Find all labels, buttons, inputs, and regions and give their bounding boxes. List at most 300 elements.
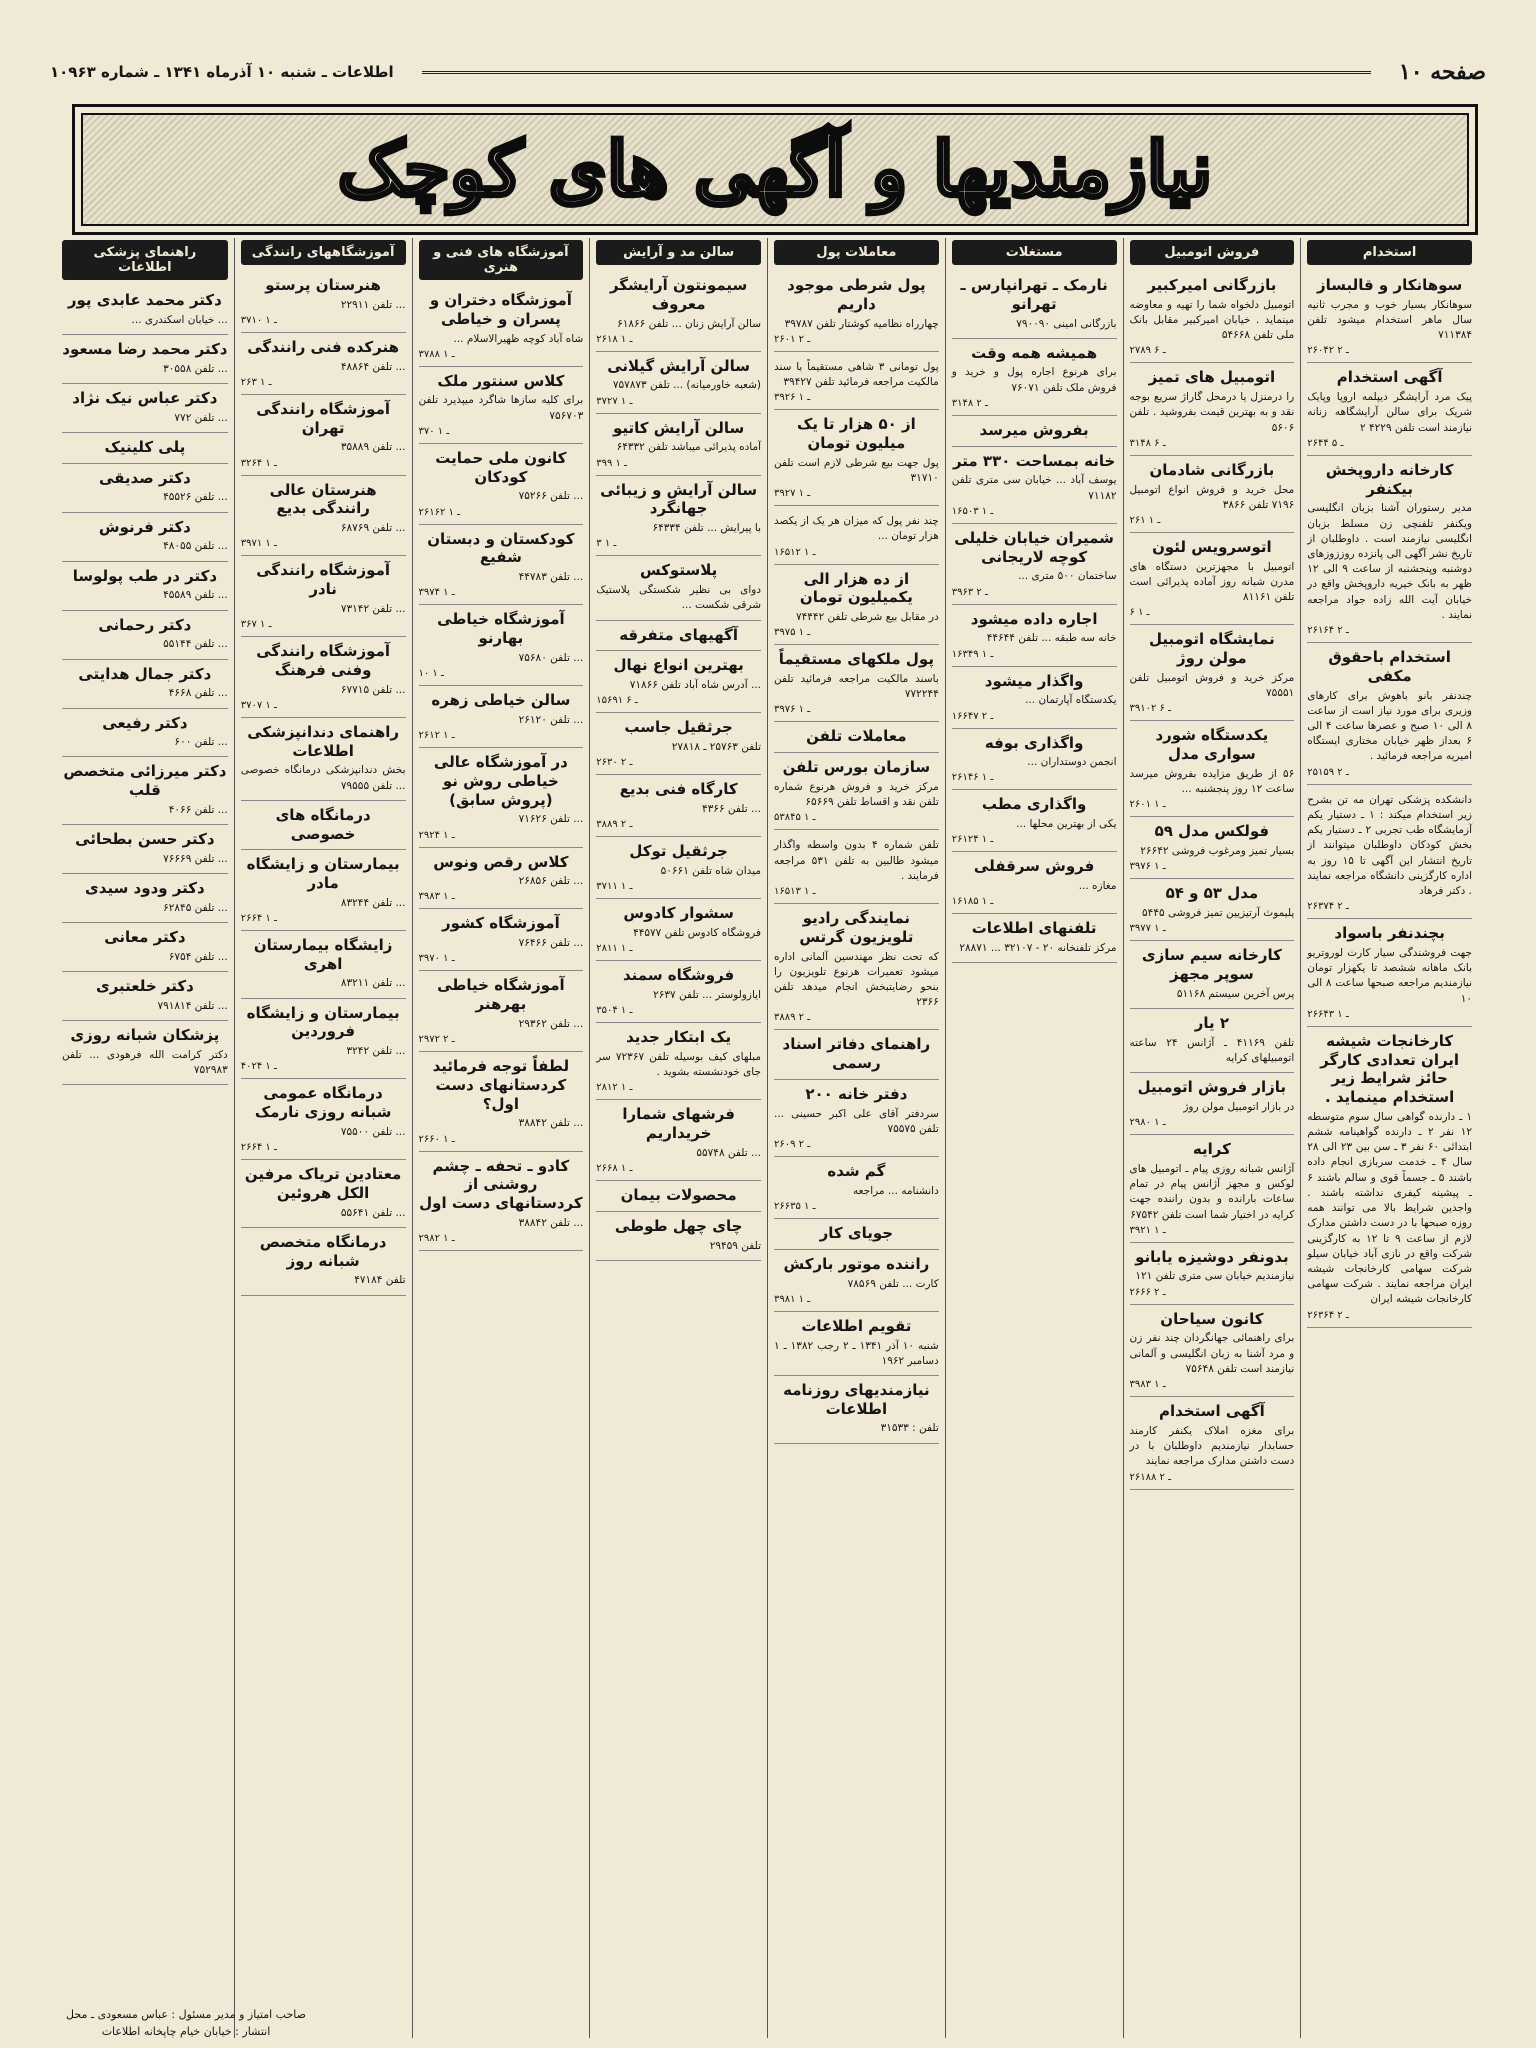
ad-title: کارخانجات شیشه ایران تعدادی کارگر حائز شرایط زیر استخدام مینماید . <box>1320 1031 1460 1107</box>
ad-title: بهترین انواع نهال <box>613 656 744 675</box>
ad-body: ... تلفن ۲۹۳۶۲ <box>518 1017 584 1030</box>
ad-title: دکتر عباس نیک نژاد <box>72 388 218 407</box>
classified-ad <box>774 1157 939 1219</box>
ad-title: نارمک ـ تهرانپارس ـ تهرانو <box>960 276 1108 313</box>
classified-ad <box>241 1228 406 1296</box>
ad-title: راهنمای دفاتر اسناد رسمی <box>782 1035 931 1073</box>
ad-body: (شعبه خاورمیانه) ... تلفن ۷۵۷۸۷۳ <box>612 379 761 392</box>
ad-body: ۱ ـ دارنده گواهی سال سوم متوسطه ۱۲ نفر ۲ ـ دارنده گواهینامه ششم ابتدائی ۶۰ نفر ۳ ـ سن بین ۲۳ الی ۲۸ سال ۴ ـ خدمت سربازی انجام داده باشند ۵ ـ جسماً قوی و سالم باشند ۶ ـ پیشینه کیفری نداشته باشند . واجدین شرایط بالا می توانند همه روزه صبحها با در دست داشتن مدارک لازم از ساعت ۹ تا ۱۲ به کارگزینی شرکت واقع در نازی آباد خیابان سیلو شرکت سهامی کارخانجات شیشه ایران مراجعه نمایند . شرکت سهامی کارخانجات شیشه ایران <box>1307 1110 1473 1306</box>
ad-number: ۲۶۱۲۴ ـ ۱ <box>951 834 994 846</box>
classified-ad <box>241 850 406 931</box>
ad-body: مبلهای کیف بوسیله تلفن ۷۲۳۶۷ سر جای خودنشسته بشوید . <box>596 1050 761 1079</box>
ad-title: کارگاه فنی بدیع <box>619 780 738 799</box>
ad-title: دکتر محمد رضا مسعود <box>62 339 228 358</box>
ad-body: تلفن ۲۹۴۵۹ <box>709 1239 761 1252</box>
classified-ad <box>1130 363 1295 455</box>
classified-ad <box>1130 1073 1295 1135</box>
classified-ad <box>1130 817 1295 879</box>
classified-ad <box>1307 456 1472 643</box>
classified-ad <box>1130 941 1295 1009</box>
ad-title: فولکس مدل ۵۹ <box>1154 822 1270 841</box>
column-heading: آموزشگاههای رانندگی <box>241 240 406 265</box>
ad-title: آموزشگاه کشور <box>442 914 560 933</box>
ad-column <box>234 238 412 2038</box>
ad-title: از ده هزار الی یکمیلیون تومان <box>799 569 913 607</box>
ad-body: ... تلفن ۴۵۵۸۹ <box>163 589 228 602</box>
classified-ad <box>419 367 584 444</box>
ad-title: دکتر خلعتبری <box>95 977 194 996</box>
ad-body: یوسف آباد ... خیابان سی متری تلفن ۷۱۱۸۲ <box>951 474 1117 502</box>
ad-number: ۲۶۳۰ ـ ۲ <box>596 757 633 769</box>
ad-number: ۳۲۶۴ ـ ۱ <box>240 457 277 469</box>
classified-ad <box>241 1160 406 1228</box>
ad-body: چهارراه نظامیه کوشتار تلفن ۳۹۷۸۷ <box>784 317 939 330</box>
ad-number: ۳۹۷۶ ـ ۱ <box>774 704 811 716</box>
ad-title: شمیران خیابان خلیلی کوچه لاریجانی <box>954 528 1114 566</box>
ad-title: واگذاری مطب <box>981 795 1087 814</box>
ad-title: از ۵۰ هزار تا یک میلیون تومان <box>797 415 916 452</box>
ad-title: دکتر ودود سیدی <box>85 879 205 898</box>
classified-ad <box>62 335 228 384</box>
ad-title: راننده موتور بارکش <box>783 1254 930 1273</box>
ad-title: دکتر فرنوش <box>98 517 191 536</box>
ad-title: نیازمندیهای روزنامه اطلاعات <box>783 1380 930 1418</box>
classified-ad <box>419 971 584 1052</box>
column-heading: فروش اتومبیل <box>1130 240 1295 265</box>
classified-ad <box>241 556 406 637</box>
ad-title: دکتر معانی <box>104 928 186 947</box>
classified-ad <box>596 621 761 652</box>
classified-ad <box>952 339 1117 416</box>
ad-body: بازرگانی امینی ۷۹۰۰۹۰ <box>1016 317 1117 330</box>
ad-number: ۲۷۸۹ ـ ۶ <box>1129 345 1166 357</box>
ad-title: سازمان بورس تلفن <box>782 758 931 777</box>
classified-ad <box>419 909 584 971</box>
footer-imprint: صاحب امتیاز و مدیر مسئول : عباس مسعودی ـ محل انتشار : خیابان خیام چاپخانه اطلاعات <box>66 2008 306 2038</box>
ad-body: ... تلفن ۶۷۵۴ <box>168 950 228 963</box>
classified-ad <box>952 605 1117 667</box>
ad-number: ۲۶۶۰ ـ ۱ <box>418 1133 455 1145</box>
ad-body: ... تلفن ۴۸۸۶۴ <box>340 360 406 373</box>
ad-body: ساختمان ۵۰۰ متری ... <box>1018 570 1117 583</box>
ad-body: انجمن دوستداران ... <box>1027 756 1117 769</box>
ad-body: ... تلفن ۴۳۶۶ <box>702 803 761 815</box>
ad-body: اتومبیل دلخواه شما را تهیه و معاوضه مینماید . خیابان امیرکبیر مقابل بانک ملی تلفن ۵۴۶۶۸ <box>1129 298 1295 342</box>
ad-body: سالن آرایش زنان ... تلفن ۶۱۸۶۶ <box>617 317 761 330</box>
classified-ad <box>62 923 228 972</box>
classified-ad <box>419 848 584 910</box>
ad-title: سالن آرایش کاتیو <box>613 418 745 437</box>
classified-ad <box>596 476 761 557</box>
ad-body: ... تلفن ۷۳۱۴۲ <box>340 602 406 615</box>
ad-body: پول جهت بیع شرطی لازم است تلفن ۳۱۷۱۰ <box>774 456 939 484</box>
ad-title: ۲ یار <box>1194 1013 1230 1032</box>
classified-ad <box>1130 721 1295 817</box>
classified-ad <box>952 524 1117 605</box>
ad-number: ۲۸۱۲ ـ ۱ <box>596 1082 633 1094</box>
header-rule <box>422 71 1371 74</box>
classified-ad <box>596 1023 761 1100</box>
ad-column <box>1300 238 1478 2038</box>
ad-body: پول تومانی ۳ شاهی مستقیماً با سند مالکیت مراجعه فرمائید تلفن ۳۹۴۲۷ <box>774 360 939 388</box>
ad-column <box>412 238 590 2038</box>
classified-ad <box>62 757 228 825</box>
banner-title: نیازمندیها و آگهی های کوچک <box>337 126 1213 213</box>
ad-title: بچندنفر باسواد <box>1334 924 1445 943</box>
classified-ad <box>952 416 1117 447</box>
classified-ad <box>596 556 761 620</box>
ad-title: استخدام باحقوق مکفی <box>1328 648 1451 685</box>
ad-title: دکتر صدیقی <box>98 468 191 487</box>
ad-body: ... تلفن ۷۷۲ <box>174 411 228 424</box>
ad-number: ۲۶۱۶۴ ـ ۲ <box>1307 625 1349 637</box>
classified-ad <box>419 686 584 748</box>
ad-title: درمانگاه متخصص شبانه روز <box>259 1232 387 1270</box>
ad-title: پول شرطی موجود داریم <box>787 276 926 313</box>
ad-columns <box>56 238 1478 2038</box>
ad-title: آموزشگاه رانندگی نادر <box>256 561 390 599</box>
ad-number: ۲۶۱۸۸ ـ ۲ <box>1129 1471 1172 1483</box>
ad-body: نیازمندیم خیابان سی متری تلفن ۱۲۱ <box>1135 1270 1295 1283</box>
classified-ad <box>774 352 939 410</box>
classified-ad <box>62 972 228 1021</box>
ad-number: ۳۹۸۳ ـ ۱ <box>418 891 455 903</box>
ad-number: ۳۷۱۰ ـ ۱ <box>240 314 277 326</box>
ad-body: مرکز خرید و فروش هرنوع شماره تلفن نقد و اقساط تلفن ۶۵۶۶۹ <box>774 780 939 809</box>
ad-title: نمایندگی رادیو تلویزیون گرتس <box>799 909 914 946</box>
ad-number: ۱۶۵۱۳ ـ ۱ <box>774 886 816 898</box>
ad-body: ... تلفن ۷۶۶۶۹ <box>163 852 228 865</box>
classified-ad <box>952 790 1117 852</box>
classified-ad <box>774 271 939 352</box>
ad-number: ۳۹۷۱ ـ ۱ <box>240 538 277 550</box>
ad-title: هنرستان پرستو <box>265 276 381 294</box>
ad-body: شنبه ۱۰ آذر ۱۳۴۱ ـ ۲ رجب ۱۳۸۲ ـ ۱ دسامبر ۱۹۶۲ <box>774 1339 939 1367</box>
ad-number: ۲۸۱۱ ـ ۱ <box>596 943 633 955</box>
ad-title: کانون سیاحان <box>1160 1309 1264 1328</box>
ad-title: کرایه <box>1192 1140 1231 1159</box>
ad-body: ... تلفن ۵۵۶۴۱ <box>340 1206 406 1219</box>
ad-body: مغازه ... <box>1078 880 1117 893</box>
ad-title: کارخانه سیم سازی سوپر مجهز <box>1141 946 1282 983</box>
ad-body: ... تلفن ۴۸۰۵۵ <box>163 540 228 553</box>
ad-title: زایشگاه بیمارستان اهری <box>253 935 393 973</box>
classified-ad <box>241 476 406 557</box>
ad-number: ۳۷۱۱ ـ ۱ <box>596 881 633 893</box>
classified-ad <box>774 904 939 1030</box>
ad-column <box>767 238 945 2038</box>
ad-body: آماده پذیرائی میباشد تلفن ۶۴۳۳۲ <box>616 441 761 454</box>
ad-number: ۳۹۲۱ ـ ۱ <box>1129 1224 1166 1236</box>
classified-ad <box>62 384 228 433</box>
classified-ad <box>241 637 406 718</box>
classified-ad <box>774 830 939 904</box>
ad-title: بازرگانی امیرکبیر <box>1147 276 1277 294</box>
ad-column <box>1123 238 1301 2038</box>
ad-title: پلاستوکس <box>640 561 718 580</box>
ad-number: ۲۶۶۴ ـ ۱ <box>240 1142 277 1154</box>
classified-ad <box>1130 1135 1295 1243</box>
ad-number: ۳۹۷۴ ـ ۱ <box>418 587 455 599</box>
ad-title: اتومبیل های تمیز <box>1148 368 1276 387</box>
ad-title: هنرکده فنی رانندگی <box>247 337 399 356</box>
classified-ad <box>952 729 1117 791</box>
classified-ad <box>1307 919 1472 1027</box>
column-heading: معاملات پول <box>774 240 939 265</box>
classified-ad <box>241 271 406 333</box>
classified-ad <box>241 999 406 1080</box>
ad-body: تلفن : ۳۱۵۳۳ <box>880 1422 939 1435</box>
classified-ad <box>1130 456 1295 533</box>
ad-number: ۳۹۷۶ ـ ۱ <box>1129 861 1166 873</box>
ad-title: چای چهل طوطی <box>614 1216 743 1235</box>
ad-number: ۳۵۰۴ ـ ۱ <box>596 1005 633 1017</box>
classified-ad <box>241 1079 406 1160</box>
ad-body: ... تلفن ۶۸۷۶۹ <box>340 522 406 535</box>
classified-ad <box>774 753 939 830</box>
ad-title: کودکستان و دبستان شفیع <box>427 529 575 567</box>
ad-body: بسیار تمیز ومرغوب فروشی ۲۶۶۴۲ <box>1140 845 1295 858</box>
ad-body: در مقابل بیع شرطی تلفن ۷۴۴۴۲ <box>796 611 939 624</box>
ad-title: دکتر رفیعی <box>102 713 188 732</box>
ad-number: ۲۶۶۴ ـ ۱ <box>240 912 277 924</box>
ad-body: مرکز تلفنخانه ۲۰ - ۳۲۱۰۷ ... ۲۸۸۷۱ <box>959 942 1117 955</box>
ad-body: پلیموث آرتیزیین تمیز فروشی ۵۴۴۵ <box>1142 907 1295 919</box>
classified-ad <box>1130 1305 1295 1397</box>
ad-body: دانشکده پزشکی تهران مه تن بشرح زیر استخدام میکند : ۱ ـ دستیار یکم آزمایشگاه طب تجربی ۲ ـ دستیار یکم بخش کودکان داوطلبان میتوانند از تاریخ انتشار این آگهی تا ۱۵ روز به اداره کارگزینی دانشگاه مراجعه نمایند . دکتر فرهاد <box>1307 793 1472 897</box>
ad-body: ... تلفن ۷۵۲۶۶ <box>518 490 584 503</box>
ad-title: کلاس رقص ونوس <box>433 852 569 871</box>
ad-title: کادو ـ تحفه ـ چشم روشنی از کردستانهای دست اول <box>419 1156 583 1213</box>
ad-number: ۳۸۸۹ ـ ۲ <box>774 1012 811 1024</box>
ad-title: بفروش میرسد <box>979 420 1089 439</box>
classified-ad <box>952 914 1117 963</box>
ad-column <box>589 238 767 2038</box>
ad-body: اتومبیل با مجهزترین دستگاه های مدرن شبانه روز آماده پذیرائی است تلفن ۸۱۱۶۱ <box>1129 560 1295 604</box>
ad-number: ۳۹۷۷ ـ ۱ <box>1129 923 1166 935</box>
ad-title: آموزشگاه خیاطی بهرهنر <box>437 976 565 1014</box>
ad-body: ۵۶ از طریق مزایده بفروش میرسد ساعت ۱۲ روز پنجشنبه ... <box>1129 767 1295 796</box>
ad-number: ۲۶۴۴ ـ ۵ <box>1307 437 1344 449</box>
ad-body: ... تلفن ۳۵۸۸۹ <box>340 441 406 454</box>
ad-body: آژانس شبانه روزی پیام ـ اتومبیل های لوکس و مجهز آژانس پیام در تمام ساعات بارانده و بدون راننده جهت کرایه در اختیار شما است تلفن ۶۷۵۴۲ <box>1129 1162 1295 1221</box>
ad-body: ... تلفن ۷۱۶۲۶ <box>518 813 584 826</box>
ad-body: ... تلفن ۵۵۷۴۸ <box>696 1146 761 1159</box>
ad-body: محل خرید و فروش انواع اتومبیل ۷۱۹۶ تلفن ۳۸۶۶ <box>1129 483 1295 511</box>
ad-number: ۲۶۶۶ ـ ۲ <box>1129 1286 1166 1298</box>
ad-number: ۳۹۹ ـ ۱ <box>596 457 628 469</box>
ad-title: دکتر محمد عابدی پور <box>67 291 222 309</box>
classified-ad <box>241 931 406 999</box>
ad-body: فروشگاه کادوس تلفن ۴۴۵۷۷ <box>633 926 761 939</box>
ad-title: نمایشگاه اتومبیل مولن روژ <box>1149 630 1275 668</box>
ad-title: دکتر میرزائی متخصص قلب <box>63 762 227 800</box>
ad-body: با پیرایش ... تلفن ۶۴۳۳۴ <box>652 522 761 535</box>
ad-body: یکی از بهترین محلها ... <box>1016 818 1117 831</box>
ad-number: ۳۱۴۸ ـ ۶ <box>1129 437 1166 449</box>
classified-ad <box>62 1021 228 1085</box>
ad-title: یکدستگاه شورد سواری مدل <box>1155 726 1269 764</box>
page-header <box>50 52 1486 92</box>
ad-title: کلاس سنتور ملک <box>437 371 565 390</box>
classified-ad <box>241 395 406 476</box>
classified-ad <box>774 1080 939 1157</box>
classified-ad <box>419 1152 584 1251</box>
ad-body: ... خیابان اسکندری ... <box>131 313 228 326</box>
classified-ad <box>596 651 761 713</box>
ad-body: ... تلفن ۶۲۸۴۵ <box>163 901 228 914</box>
ad-number: ۲۵۱۵۹ ـ ۲ <box>1307 766 1349 778</box>
ad-body: دانشنامه ... مراجعه <box>853 1184 939 1197</box>
classified-ad <box>1130 625 1295 721</box>
ad-title: در آموزشگاه عالی خیاطی روش نو (پروش سابق) <box>433 753 568 809</box>
ad-body: جهت فروشندگی سیار کارت لوروتریو بانک ماهانه ششصد تا یکهزار تومان نیازمندیم مراجعه صبحها ساعت ۸ الی ۱۰ <box>1307 946 1472 1005</box>
ad-body: ... تلفن ۲۶۱۲۰ <box>518 713 584 726</box>
classified-ad <box>596 899 761 961</box>
classified-ad <box>774 722 939 753</box>
ad-title: آگهیهای متفرقه <box>619 625 739 644</box>
ad-body: برای مغزه املاک یکنفر کارمند حسابدار نیازمندیم داوطلبان با در دست داشتن مدارک مراجعه نمایند <box>1129 1424 1295 1468</box>
ad-title: دکتر رحمانی <box>98 615 192 634</box>
classified-ad <box>62 709 228 758</box>
classified-ad <box>241 333 406 395</box>
classified-ad <box>62 286 228 335</box>
ad-number: ۳۹۲۶ ـ ۱ <box>774 392 811 404</box>
ad-body: ... تلفن ۳۲۴۲ <box>346 1045 406 1058</box>
ad-number: ۳۹۸۳ ـ ۱ <box>1129 1379 1166 1391</box>
classified-ad <box>596 271 761 352</box>
page-number: صفحه ۱۰ <box>1398 59 1486 85</box>
ad-body: ... تلفن ۵۵۱۴۴ <box>163 638 228 651</box>
classified-ad <box>1130 1397 1295 1489</box>
column-heading: آموزشگاه های فنی و هنری <box>419 240 584 280</box>
ad-title: جویای کار <box>819 1224 894 1243</box>
column-heading: سالن مد و آرایش <box>596 240 761 265</box>
classified-ad <box>1130 1243 1295 1305</box>
classified-ad <box>419 605 584 686</box>
classified-ad <box>1130 1009 1295 1073</box>
ad-number: ۲۹۲۴ ـ ۱ <box>418 829 455 841</box>
ad-title: درمانگاه های خصوصی <box>275 805 371 843</box>
ad-number: ۳۷۰ ـ ۱ <box>418 425 450 437</box>
ad-title: خانه بمساحت ۳۳۰ متر <box>952 451 1116 470</box>
ad-number: ۲۶۶۸ ـ ۱ <box>596 1163 633 1175</box>
column-heading: مستغلات <box>952 240 1117 265</box>
ad-body: ... تلفن ۴۶۶۸ <box>168 687 228 700</box>
ad-title: سشوار کادوس <box>623 904 734 923</box>
ad-title: فروش سرقفلی <box>973 857 1095 876</box>
ad-title: آموزشگاه رانندگی تهران <box>256 399 390 437</box>
classified-ad <box>596 414 761 476</box>
classified-ad <box>1130 271 1295 363</box>
ad-number: ۳۹۲۷ ـ ۱ <box>774 488 811 500</box>
ad-number: ۲۶۶۳۵ ـ ۱ <box>774 1201 816 1213</box>
ad-body: را درمنزل یا درمحل گاراژ سریع بوجه نقد و به بهترین قیمت بفروشید . تلفن ۵۶۰۶ <box>1129 391 1295 434</box>
ad-body: برای راهنمائی جهانگردان چند نفر زن و مرد آشنا به زبان انگلیسی و آلمانی نیازمند است تلفن ۷۵۶۴۸ <box>1129 1332 1295 1375</box>
ad-title: کارخانه داروپخش بیکنفر <box>1325 460 1454 498</box>
ad-title: پزشکان شبانه روزی <box>70 1026 220 1045</box>
ad-body: ... تلفن ۲۶۸۵۶ <box>518 875 584 888</box>
ad-number: ۳۹۱۰۲ ـ ۶ <box>1129 703 1172 715</box>
ad-title: سالن آرایش گیلانی <box>607 356 750 375</box>
ad-number: ۲۶۱۴۶ ـ ۱ <box>951 772 994 784</box>
ad-body: دوای بی نظیر شکستگی پلاستیک شرقی شکست ... <box>596 584 761 612</box>
ad-number: ۲۶۳ ـ ۱ <box>240 376 272 388</box>
ad-number: ۳۷۰۷ ـ ۱ <box>240 699 277 711</box>
classified-ad <box>774 1250 939 1312</box>
classified-ad <box>774 565 939 646</box>
ad-body: بخش دندانپزشکی درمانگاه خصوصی ... تلفن ۷۹۵۵۵ <box>240 764 406 792</box>
ad-number: ۳۹۶۳ ـ ۲ <box>951 586 988 598</box>
classified-ad <box>774 1312 939 1376</box>
ad-body: ... تلفن ۳۸۸۴۲ <box>518 1117 584 1130</box>
ad-title: دکتر در طب پولوسا <box>72 566 218 585</box>
classified-ad <box>62 464 228 513</box>
ad-body: ... تلفن ۳۰۵۵۸ <box>163 362 228 375</box>
ad-title: واگذار میشود <box>984 671 1084 690</box>
classified-ad <box>774 1376 939 1444</box>
ad-title: معتادین تریاک مرفین الکل هروئین <box>244 1165 402 1202</box>
ad-number: ۲۶۰۱ ـ ۱ <box>1129 799 1166 811</box>
classified-ad <box>596 1212 761 1261</box>
classified-ad <box>952 447 1117 524</box>
ad-number: ۲۶۰۱ ـ ۲ <box>774 333 811 345</box>
ad-body: ... تلفن ۶۰۰ <box>174 736 228 749</box>
dateline: اطلاعات ـ شنبه ۱۰ آذرماه ۱۳۴۱ ـ شماره ۱۰۹۶۳ <box>50 63 394 81</box>
ad-body: پرس آخرین سیستم ۵۱۱۶۸ <box>1176 987 1295 1000</box>
classified-ad <box>774 1219 939 1250</box>
ad-body: ... آدرس شاه آباد تلفن ۷۱۸۶۶ <box>629 679 761 692</box>
ad-body: برای هرنوع اجاره پول و خرید و فروش ملک تلفن ۷۶۰۷۱ <box>951 366 1117 394</box>
classified-ad <box>1307 1027 1472 1328</box>
ad-body: خانه سه طبقه ... تلفن ۴۴۶۴۴ <box>986 632 1117 645</box>
ad-title: بازرگانی شادمان <box>1149 460 1275 479</box>
ad-body: ... تلفن ۴۰۶۶ <box>168 803 228 816</box>
classified-ad <box>596 713 761 775</box>
column-heading: راهنمای پزشکی اطلاعات <box>62 240 228 280</box>
ad-number: ۵۳۸۴۵ ـ ۱ <box>774 812 816 824</box>
ad-number: ۲۶۱۶۲ ـ ۱ <box>418 506 461 518</box>
classified-ad <box>419 748 584 847</box>
ad-number: ۴۰۲۴ ـ ۱ <box>240 1061 277 1073</box>
ad-body: پیک مرد آرایشگر دیپلمه اروپا وپایک شریک برای سالن آرایشگاهه زنانه نیازمند است تلفن ۴۲۲۹ ۲ <box>1307 391 1472 434</box>
ad-number: ۳۸۸۹ ـ ۲ <box>596 819 633 831</box>
classified-ad <box>1130 533 1295 625</box>
ad-number: ۲۶۳۷۴ ـ ۲ <box>1307 901 1349 913</box>
ad-body: ... تلفن ۳۸۸۴۲ <box>518 1216 584 1229</box>
ad-title: تلفنهای اطلاعات <box>971 919 1097 938</box>
classified-ad <box>596 1181 761 1212</box>
ad-number: ۲۹۸۲ ـ ۱ <box>418 1233 455 1245</box>
ad-title: درمانگاه عمومی شبانه روزی نارمک <box>254 1084 392 1122</box>
ad-title: پلی کلینیک <box>104 437 186 456</box>
ad-body: مدیر رستوران آشنا بزبان انگلیسی ویکنفر تلفنچی زن مسلط بزبان انگلیسی نیازمند است . داوطلبان از تاریخ نشر آگهی الی پانزده روززوزهای دوشنبه وپنجشنبه از ساعت ۹ الی ۱۲ ظهر به بانک خیریه داروپخش واقع در خیابان آیت الله زاده جواد مراجعه نمایند . <box>1307 502 1473 621</box>
ad-body: ... تلفن ۴۴۷۸۳ <box>518 571 584 584</box>
ad-body: ... تلفن ۷۵۶۸۰ <box>518 651 584 664</box>
ad-body: ایازولوستر ... تلفن ۲۶۳۷ <box>653 988 761 1001</box>
ad-title: هنرستان عالی رانندگی بدیع <box>269 480 377 518</box>
classified-ad <box>419 1052 584 1151</box>
classified-ad <box>596 961 761 1023</box>
ad-number: ۲۶۶۴۳ ـ ۱ <box>1307 1008 1349 1020</box>
classified-ad <box>419 444 584 525</box>
ad-number: ۳۶۷ ـ ۱ <box>240 619 272 631</box>
classified-ad <box>241 718 406 801</box>
ad-body: تلفن ۴۱۱۶۹ ـ آژانس ۲۴ ساعته اتومبیلهای کرایه <box>1129 1036 1295 1064</box>
ad-body: چند نفر پول که میزان هر یک از یکصد هزار تومان ... <box>774 515 939 543</box>
classified-ad <box>774 645 939 722</box>
classified-ad <box>952 667 1117 729</box>
